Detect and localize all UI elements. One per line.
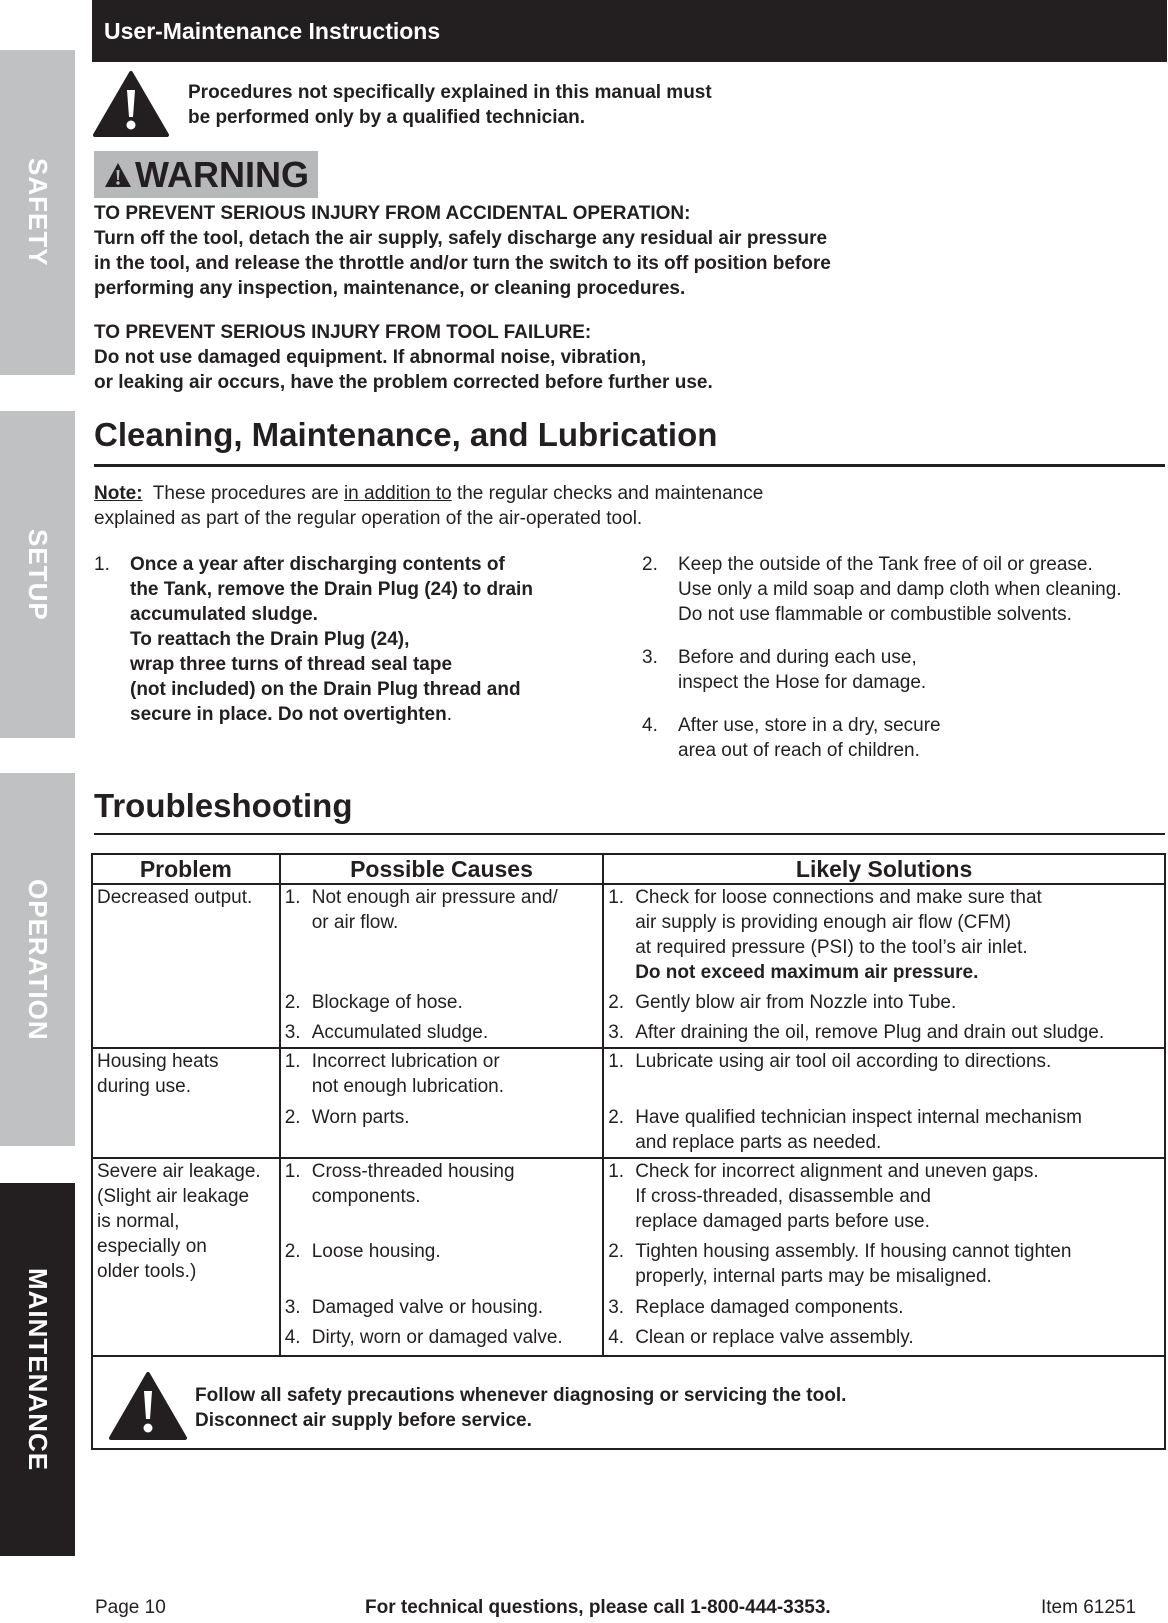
cause-cell [280,1295,603,1325]
side-tab-label: MAINTENANCE [23,1267,53,1472]
table-header-row [92,854,1165,884]
cause-num: 2. [284,992,301,1013]
item-line: the Tank, remove the Drain Plug (24) to drain [130,579,533,600]
note-text: These procedures are [142,483,344,504]
cause-num: 3. [284,1022,301,1043]
solution-num: 3. [608,1022,625,1043]
item-line: Keep the outside of the Tank free of oil or grease. [678,554,1093,575]
problem-line: Housing heats [97,1051,219,1072]
solution-line: Check for loose connections and make sure that [635,887,1042,908]
solution-cell [603,884,1165,990]
solution-line: If cross-threaded, disassemble and [635,1186,931,1207]
warning-block2-line: Do not use damaged equipment. If abnormal noise, vibration, [94,347,647,368]
troubleshooting-table [91,853,1166,1357]
item-line: Before and during each use, [678,647,917,668]
note-label: Note: [94,483,143,504]
cause-cell [280,1325,603,1356]
caution-triangle-icon [108,1371,188,1441]
solution-cell [603,1020,1165,1048]
warning-block1-line: Turn off the tool, detach the air supply, safely discharge any residual air pressure [94,228,828,249]
column-header: Problem [92,854,280,884]
solution-num: 2. [608,992,625,1013]
item-line: area out of reach of children. [678,740,920,761]
solution-num: 2. [608,1241,625,1262]
item-line: secure in place. Do not overtighten [130,704,447,725]
note-underlined: in addition to [343,483,452,504]
item-number: Item 61251 [1041,1597,1137,1618]
item-line-end: . [446,704,453,725]
side-tab-label: SETUP [23,528,53,621]
item-line: Do not use flammable or combustible solvents. [678,604,1072,625]
cause-num: 3. [284,1297,301,1318]
item-number: 1. [94,554,110,575]
cause-line: Cross-threaded housing [311,1161,515,1182]
solution-cell [603,1105,1165,1158]
cause-num: 1. [284,1051,301,1072]
solution-line: and replace parts as needed. [635,1132,882,1153]
problem-line: (Slight air leakage [97,1186,250,1207]
side-tab-safety[interactable] [0,50,75,375]
cause-cell [280,1048,603,1105]
troubleshooting-heading: Troubleshooting [94,787,353,824]
solution-line: replace damaged parts before use. [635,1211,930,1232]
solution-cell [603,1048,1165,1105]
cause-line: Not enough air pressure and/ [311,887,558,908]
table-row [92,1048,1165,1105]
item-number: 3. [642,647,658,668]
cause-line: Damaged valve or housing. [311,1297,544,1318]
cause-cell [280,884,603,990]
note-line-2: explained as part of the regular operation of the air-operated tool. [94,508,643,529]
side-tab-maintenance[interactable] [0,1183,75,1556]
problem-line: Severe air leakage. [97,1161,261,1182]
solution-line: Tighten housing assembly. If housing cannot tighten [635,1241,1072,1262]
support-phone: For technical questions, please call 1-800-444-3353. [365,1597,831,1618]
item-line: accumulated sludge. [130,604,318,625]
table-row [92,1158,1165,1239]
caution-line-1: Procedures not specifically explained in this manual must [188,82,712,103]
item-line: Use only a mild soap and damp cloth when cleaning. [678,579,1122,600]
item-number: 2. [642,554,658,575]
solution-cell [603,1325,1165,1356]
warning-block2-title: TO PREVENT SERIOUS INJURY FROM TOOL FAILURE: [94,322,592,343]
solution-num: 2. [608,1107,625,1128]
side-tab-operation[interactable] [0,773,75,1146]
solution-line: Replace damaged components. [635,1297,904,1318]
problem-line: Decreased output. [97,887,253,908]
solution-line: Gently blow air from Nozzle into Tube. [635,992,957,1013]
cause-num: 1. [284,887,301,908]
cause-line: Dirty, worn or damaged valve. [311,1327,563,1348]
solution-line: at required pressure (PSI) to the tool’s air inlet. [635,937,1028,958]
item-line: Once a year after discharging contents of [130,554,505,575]
cause-line: components. [311,1186,421,1207]
item-line: To reattach the Drain Plug (24), [130,629,410,650]
solution-line: properly, internal parts may be misaligned. [635,1266,992,1287]
section-header [92,0,1167,62]
solution-num: 1. [608,1051,625,1072]
problem-line: especially on [97,1236,207,1257]
cause-cell [280,1239,603,1295]
warning-label [94,151,318,198]
section-title: User-Maintenance Instructions [104,17,441,44]
warning-block2-line: or leaking air occurs, have the problem corrected before further use. [94,372,713,393]
solution-cell [603,990,1165,1020]
warning-block1-line: performing any inspection, maintenance, or cleaning procedures. [94,278,686,299]
cause-line: Loose housing. [311,1241,441,1262]
cause-line: Accumulated sludge. [311,1022,489,1043]
solution-line-bold: Do not exceed maximum air pressure. [635,962,979,983]
cause-line: Incorrect lubrication or [311,1051,500,1072]
cause-line: Worn parts. [311,1107,410,1128]
solution-cell [603,1295,1165,1325]
side-tab-setup[interactable] [0,411,75,738]
problem-line: during use. [97,1076,192,1097]
item-line: inspect the Hose for damage. [678,672,927,693]
safety-note-line-2: Disconnect air supply before service. [195,1410,532,1431]
cause-line: or air flow. [311,912,399,933]
solution-num: 4. [608,1327,625,1348]
cause-num: 2. [284,1107,301,1128]
warning-triangle-icon [103,161,133,189]
warning-block1-title: TO PREVENT SERIOUS INJURY FROM ACCIDENTAL OPERATION: [94,203,691,224]
cause-line: not enough lubrication. [311,1076,504,1097]
side-tab-label: OPERATION [23,878,53,1041]
heading-rule [94,464,1165,467]
problem-cell [92,1158,280,1356]
safety-note-line-1: Follow all safety precautions whenever diagnosing or servicing the tool. [195,1385,847,1406]
solution-num: 1. [608,1161,625,1182]
solution-cell [603,1239,1165,1295]
cause-num: 1. [284,1161,301,1182]
solution-cell [603,1158,1165,1239]
warning-text: WARNING [135,153,309,195]
solution-line: Check for incorrect alignment and uneven gaps. [635,1161,1039,1182]
solution-num: 3. [608,1297,625,1318]
heading-rule [94,833,1165,835]
solution-line: Have qualified technician inspect internal mechanism [635,1107,1082,1128]
cause-num: 4. [284,1327,301,1348]
column-header: Possible Causes [280,854,603,884]
cleaning-item-4 [642,713,941,763]
warning-block1-line: in the tool, and release the throttle and/or turn the switch to its off position before [94,253,831,274]
cause-num: 2. [284,1241,301,1262]
problem-line: older tools.) [97,1261,197,1282]
side-tab-label: SAFETY [23,158,53,267]
cleaning-item-2 [642,552,1122,627]
cause-cell [280,1158,603,1239]
problem-cell [92,884,280,1048]
cleaning-heading: Cleaning, Maintenance, and Lubrication [94,416,718,453]
cause-cell [280,1020,603,1048]
problem-line: is normal, [97,1211,180,1232]
cleaning-item-3 [642,645,926,695]
solution-line: Lubricate using air tool oil according to directions. [635,1051,1052,1072]
cause-cell [280,1105,603,1158]
note-text: the regular checks and maintenance [451,483,764,504]
cause-cell [280,990,603,1020]
problem-cell [92,1048,280,1158]
solution-num: 1. [608,887,625,908]
item-number: 4. [642,715,658,736]
table-row [92,884,1165,990]
solution-line: After draining the oil, remove Plug and drain out sludge. [635,1022,1105,1043]
item-line: wrap three turns of thread seal tape [130,654,453,675]
cleaning-item-1 [94,552,533,727]
caution-triangle-icon [92,70,170,138]
item-line: (not included) on the Drain Plug thread and [130,679,521,700]
note-line-1 [94,481,763,506]
solution-line: Clean or replace valve assembly. [635,1327,914,1348]
solution-line: air supply is providing enough air flow (CFM) [635,912,1012,933]
page-number: Page 10 [95,1597,166,1618]
column-header: Likely Solutions [603,854,1165,884]
caution-line-2: be performed only by a qualified technician. [188,107,585,128]
cause-line: Blockage of hose. [311,992,463,1013]
item-line: After use, store in a dry, secure [678,715,941,736]
